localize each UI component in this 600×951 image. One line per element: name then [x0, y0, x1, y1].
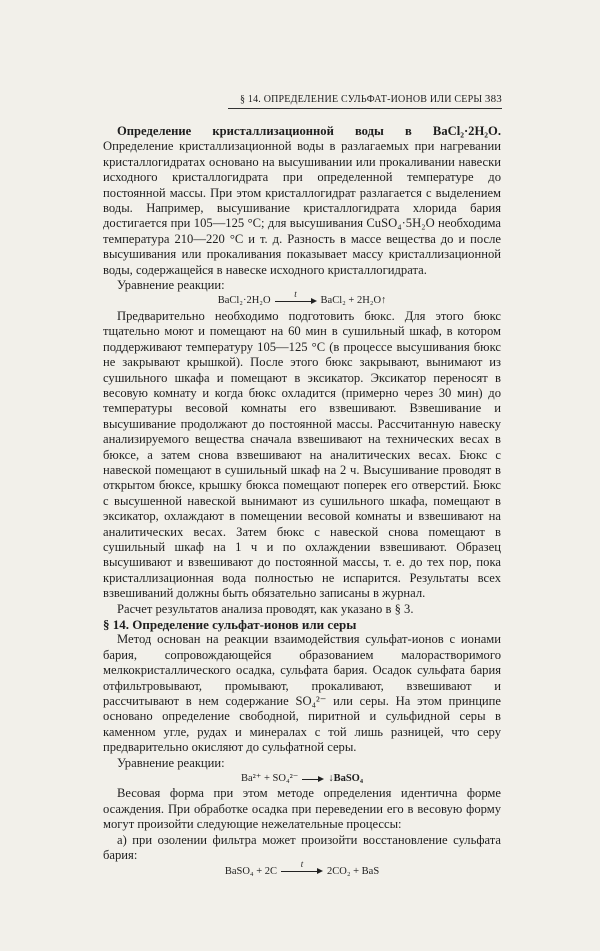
equation-reduction: [103, 859, 501, 879]
equation-left: BaCl₂·2H₂O: [217, 295, 271, 307]
reaction-arrow: [302, 774, 324, 784]
reaction-arrow: [275, 289, 317, 306]
reaction-arrow: [281, 859, 323, 876]
paragraph-list-item-a: а) при озолении фильтра может произойти восстановление сульфата бария:: [103, 832, 501, 863]
page-number: 383: [484, 93, 502, 105]
running-title: § 14. ОПРЕДЕЛЕНИЕ СУЛЬФАТ-ИОНОВ ИЛИ СЕРЫ: [240, 94, 483, 105]
equation-right: ↓BaSO₄: [328, 773, 363, 785]
arrow-label: t: [294, 289, 297, 300]
paragraph-procedure: Предварительно необходимо подготовить бюкс. Для этого бюкс тщательно моют и помещают на 60 мин в сушильный шкаф, в котором поддерживают температуру 105—125 °С (в процессе высушивания бюкс не закрывают крышкой). После этого бюкс закрывают, вынимают из сушильного шкафа и помещают в эксикатор. Эксикатор переносят в весовую комнату и когда бюкс охладится (примерно через 30 мин) до температуры весовой комнаты его взвешивают. Взвешивание и высушивание продолжают до постоянной массы. Рассчитанную навеску анализируемого вещества сначала взвешивают на технических весах в бюксе, а затем снова взвешивают на аналитических весах. Бюкс с навеской помещают в сушильный шкаф на 2 ч. Высушивание проводят в открытом бюксе, крышку бюкса помещают поперек его отверстий. Бюкс с высушенной навеской вынимают из сушильного шкафа, помещают в эксикатор, охлаждают в помещении весовой комнаты и взвешивают на аналитических весах. Затем бюкс с навеской снова помещают в сушильный шкаф на 1 ч и по охлаждении взвешивают. Образец высушивают и взвешивают до постоянной массы, т. е. до тех пор, пока кристаллизационная вода полностью не испарится. Результаты всех взвешиваний должны быть обязательно записаны в журнал.: [103, 308, 501, 601]
page-content: [103, 124, 501, 879]
equation-lead: Уравнение реакции:: [117, 278, 225, 293]
paragraph-weight-form: Весовая форма при этом методе определения идентична форме осаждения. При обработке осадка при переведении его в весовую форму могут произойти следующие нежелательные процессы:: [103, 786, 501, 832]
equation-barium-chloride: [103, 289, 501, 308]
paragraph-crystal-water: [103, 124, 501, 278]
equation-barium-sulfate: [103, 771, 501, 786]
equation-right: BaCl₂ + 2H₂O↑: [320, 295, 387, 307]
equation-left: Ba²⁺ + SO₄²⁻: [241, 773, 299, 785]
equation-lead: Уравнение реакции:: [117, 755, 225, 770]
equation-left: BaSO₄ + 2C: [224, 865, 277, 877]
equation-right: 2CO₂ + BaS: [327, 865, 380, 877]
paragraph-text: Определение кристаллизационной воды в разлагаемых при нагревании кристаллогидратах основано на высушивании или прокаливании навески исходного кристаллогидрата при определенной температуре до постоянной массы. При этом кристаллогидрат разлагается с выделением воды. Например, высушивание кристаллогидрата хлорида бария достигается при 105—125 °С; для высушивания CuSO₄·5H₂O необходима температура 210—220 °С и т. д. Разность в массе вещества до и после высушивания или прокаливания показывает массу кристаллизационной воды, содержащейся в навеске исходного кристаллогидрата.: [103, 139, 501, 277]
running-header: [228, 92, 502, 109]
paragraph-method: Метод основан на реакции взаимодействия сульфат-ионов с ионами бария, сопровождающейся образованием малорастворимого мелкокристаллического осадка, сульфата бария. Осадок сульфата бария отфильтровывают, промывают, прокаливают, взвешивают и рассчитывают в нем содержание SO₄²⁻ или серы. На этом принципе основано определение свободной, пиритной и сульфидной серы в каменном угле, рудах и минералах с той лишь разницей, что серу предварительно окисляют до сульфатной серы.: [103, 632, 501, 755]
paragraph-calculation: Расчет результатов анализа проводят, как указано в § 3.: [117, 601, 414, 616]
section-heading: § 14. Определение сульфат-ионов или серы: [103, 617, 357, 632]
paragraph-heading: Определение кристаллизационной воды в BaCl₂·2H₂O.: [117, 124, 501, 138]
arrow-label: t: [300, 859, 304, 870]
